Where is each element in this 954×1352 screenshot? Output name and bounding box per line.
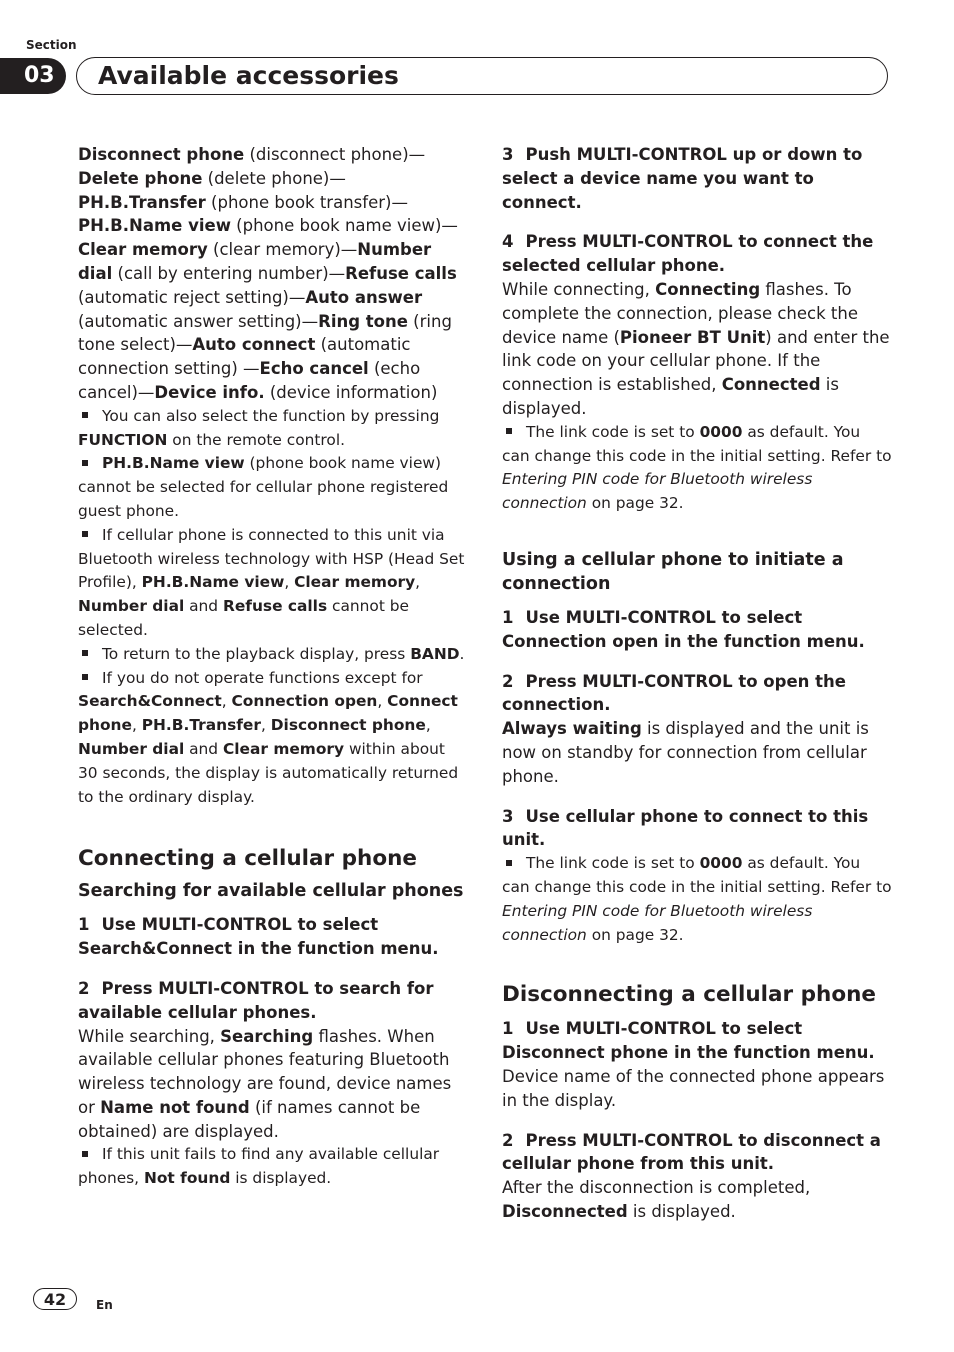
disconnect-step-2-body: After the disconnection is completed, Disconnected is displayed. <box>502 1178 811 1221</box>
bullet-square-icon <box>82 674 88 680</box>
note-hsp-profile: If cellular phone is connected to this unit via Bluetooth wireless technology with HSP (Head Set Profile), PH.B.Name view, Clear memory, Number dial and Refuse calls cannot be selected. <box>78 525 465 639</box>
left-column <box>78 143 466 1191</box>
note-link-code-2: The link code is set to 0000 as default. You can change this code in the initial setting. Refer to Entering PIN code for Bluetooth wireless connection on page 32. <box>502 854 892 944</box>
disconnect-step-1: 1 Use MULTI-CONTROL to select Disconnect phone in the function menu. <box>502 1019 875 1063</box>
note-phonebook-guest: PH.B.Name view (phone book name view) cannot be selected for cellular phone registered guest phone. <box>78 454 449 520</box>
search-step-4-body: While connecting, Connecting flashes. To complete the connection, please check the device name (Pioneer BT Unit) and enter the link code on your cellular phone. If the connection is established, Connected is displayed. <box>502 279 890 418</box>
bullet-square-icon <box>82 460 88 466</box>
search-step-2: 2 Press MULTI-CONTROL to search for available cellular phones. <box>78 978 434 1022</box>
search-step-1: 1 Use MULTI-CONTROL to select Search&Connect in the function menu. <box>78 915 439 959</box>
section-label: Section <box>26 38 77 52</box>
bullet-square-icon <box>82 650 88 656</box>
bullet-square-icon <box>82 412 88 418</box>
bullet-square-icon <box>506 428 512 434</box>
heading-using-phone-initiate: Using a cellular phone to initiate a connection <box>502 549 844 594</box>
initiate-step-3: 3 Use cellular phone to connect to this unit. <box>502 806 869 850</box>
heading-connecting-cellular-phone: Connecting a cellular phone <box>78 846 418 872</box>
note-band-return: To return to the playback display, press BAND. <box>78 643 466 667</box>
note-timeout: If you do not operate functions except for Search&Connect, Connection open, Connect phone, PH.B.Transfer, Disconnect phone, Number dial and Clear memory within about 30 seconds, the display is automatically returned to the ordinary display. <box>78 668 459 806</box>
note-function-button: You can also select the function by pressing FUNCTION on the remote control. <box>78 406 440 449</box>
bullet-square-icon <box>82 1151 88 1157</box>
bullet-square-icon <box>82 531 88 537</box>
initiate-step-2-body: Always waiting is displayed and the unit is now on standby for connection from cellular phone. <box>502 719 869 786</box>
page-title: Available accessories <box>98 61 399 90</box>
search-step-3: 3 Push MULTI-CONTROL up or down to select a device name you want to connect. <box>502 145 863 212</box>
right-column <box>502 143 892 1224</box>
initiate-step-1: 1 Use MULTI-CONTROL to select Connection open in the function menu. <box>502 607 865 651</box>
language-code: En <box>96 1298 113 1312</box>
disconnect-step-2: 2 Press MULTI-CONTROL to disconnect a cellular phone from this unit. <box>502 1130 881 1174</box>
bullet-square-icon <box>506 860 512 866</box>
disconnect-step-1-body: Device name of the connected phone appears in the display. <box>502 1066 885 1110</box>
note-link-code-1: The link code is set to 0000 as default. You can change this code in the initial setting. Refer to Entering PIN code for Bluetooth wireless connection on page 32. <box>502 422 892 513</box>
function-list-paragraph: Disconnect phone (disconnect phone)—Delete phone (delete phone)—PH.B.Transfer (phone book transfer)—PH.B.Name view (phone book name view)—Clear memory (clear memory)—Number dial (call by entering number)—Refuse calls (automatic reject setting)—Auto answer (automatic answer setting)—Ring tone (ring tone select)—Auto connect (automatic connection setting) —Echo cancel (echo cancel)—Device info. (device information) <box>78 145 458 402</box>
page-number: 42 <box>33 1288 77 1310</box>
search-step-2-body: While searching, Searching flashes. When available cellular phones featuring Bluetooth wireless technology are found, device names or Name not found (if names cannot be obtained) are displayed. <box>78 1026 452 1141</box>
note-not-found: If this unit fails to find any available cellular phones, Not found is displayed. <box>78 1145 440 1188</box>
section-number-badge: 03 <box>0 58 66 94</box>
search-step-4: 4 Press MULTI-CONTROL to connect the selected cellular phone. <box>502 232 874 276</box>
heading-disconnecting-cellular-phone: Disconnecting a cellular phone <box>502 982 876 1008</box>
heading-searching-phones: Searching for available cellular phones <box>78 881 464 902</box>
initiate-step-2: 2 Press MULTI-CONTROL to open the connection. <box>502 671 846 715</box>
